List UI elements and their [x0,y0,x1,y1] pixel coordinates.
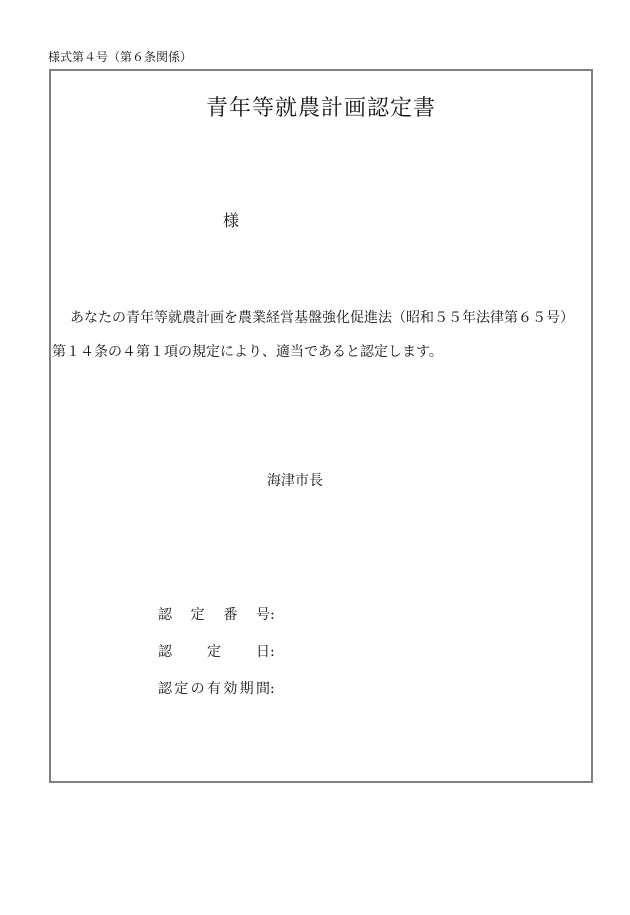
field-label: 認定日 [158,644,270,660]
certificate-body [52,301,574,369]
certificate-title: 青年等就農計画認定書 [205,96,436,121]
issuer-name: 海津市長 [267,473,323,489]
field-row-certification-date [158,642,282,679]
field-label: 認定番号 [158,607,270,623]
form-number: 様式第４号（第６条関係） [48,50,193,64]
field-colon: : [270,607,275,623]
body-line-1: あなたの青年等就農計画を農業経営基盤強化促進法（昭和５５年法律第６５号） [70,310,574,326]
certificate-frame [49,69,593,783]
addressee-suffix: 様 [223,211,240,230]
certificate-fields [158,605,282,716]
field-label: 認定の有効期間 [158,681,270,697]
field-colon: : [270,644,275,660]
body-line-2: 第１４条の４第１項の規定により、適当であると認定します。 [52,344,443,360]
field-row-certification-number [158,605,282,642]
field-row-validity-period [158,679,282,716]
field-colon: : [270,681,275,697]
